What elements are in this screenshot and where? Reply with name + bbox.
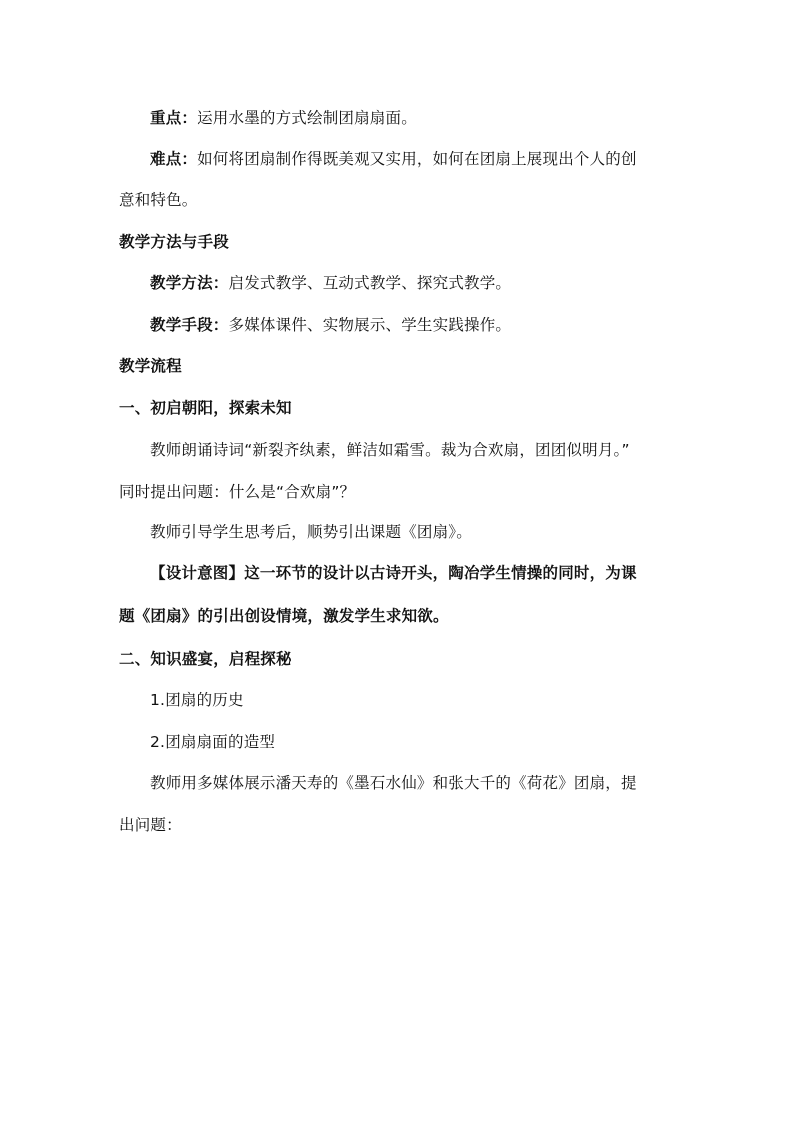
teaching-method-label: 教学方法： — [150, 274, 229, 292]
teaching-means-label: 教学手段： — [150, 316, 229, 334]
teaching-means-line — [150, 314, 511, 336]
design-intent-line1: 【设计意图】这一环节的设计以古诗开头，陶冶学生情操的同时，为课 — [150, 564, 637, 582]
difficulty-label: 难点： — [150, 150, 198, 168]
section2-paragraph-line2: 出问题： — [119, 816, 182, 834]
key-point-line — [150, 107, 417, 129]
key-point-text: 运用水墨的方式绘制团扇扇面。 — [197, 109, 417, 127]
section1-paragraph2: 教师引导学生思考后，顺势引出课题《团扇》。 — [150, 523, 472, 541]
section1-heading: 一、初启朝阳，探索未知 — [119, 399, 292, 417]
process-heading: 教学流程 — [119, 357, 182, 375]
section1-paragraph1-line1: 教师朗诵诗词“新裂齐纨素，鲜洁如霜雪。裁为合欢扇，团团似明月。” — [150, 441, 630, 459]
teaching-method-line — [150, 272, 511, 294]
design-intent-line2: 题《团扇》的引出创设情境，激发学生求知欲。 — [119, 607, 449, 625]
key-point-label: 重点： — [150, 109, 198, 127]
section2-item2: 2.团扇扇面的造型 — [150, 733, 276, 751]
teaching-means-text: 多媒体课件、实物展示、学生实践操作。 — [228, 316, 512, 334]
difficulty-text: 如何将团扇制作得既美观又实用，如何在团扇上展现出个人的创 — [197, 150, 637, 168]
difficulty-line — [150, 148, 637, 170]
section1-paragraph1-line2: 同时提出问题：什么是“合欢扇”？ — [119, 483, 356, 501]
section2-heading: 二、知识盛宴，启程探秘 — [119, 650, 292, 668]
methods-heading: 教学方法与手段 — [119, 233, 229, 251]
section2-item1: 1.团扇的历史 — [150, 691, 244, 709]
section2-paragraph-line1: 教师用多媒体展示潘天寿的《墨石水仙》和张大千的《荷花》团扇，提 — [150, 774, 637, 792]
difficulty-line-2: 意和特色。 — [119, 191, 198, 209]
teaching-method-text: 启发式教学、互动式教学、探究式教学。 — [228, 274, 512, 292]
